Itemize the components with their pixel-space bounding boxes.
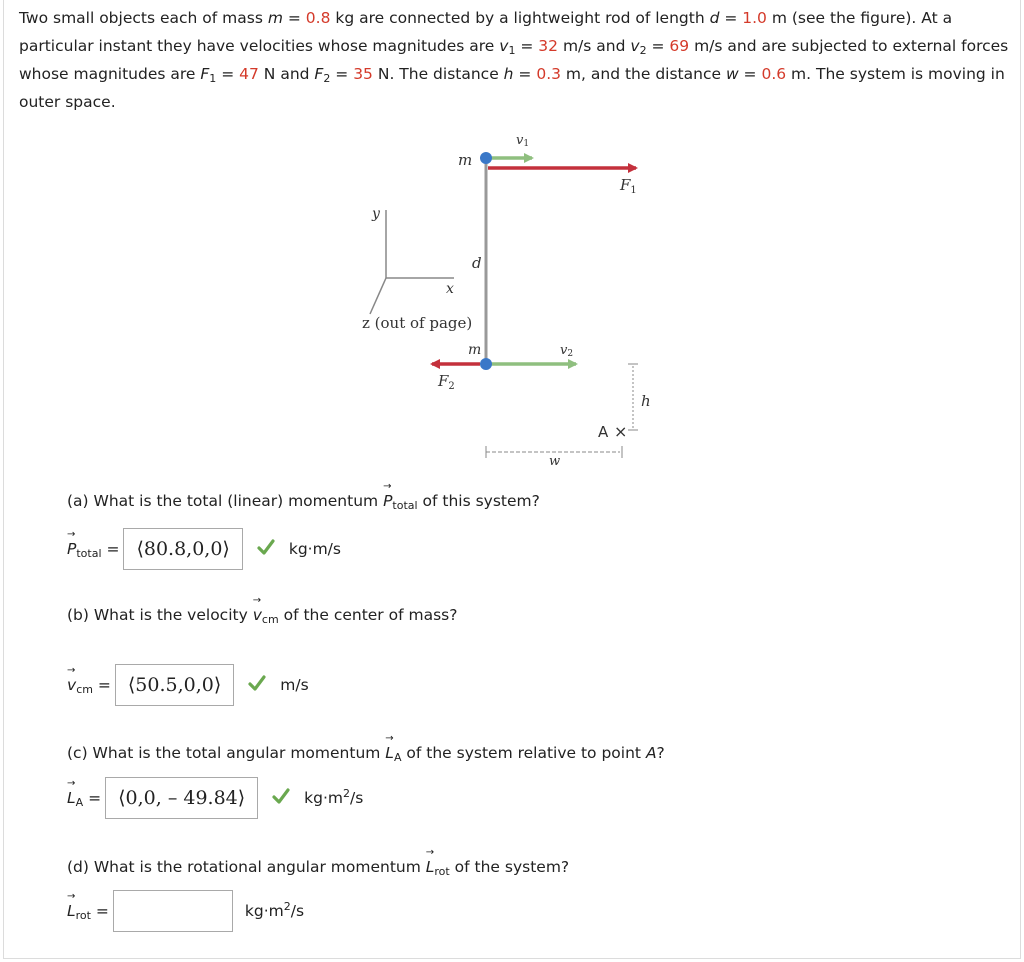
bottom-mass <box>480 358 492 370</box>
problem-statement: Two small objects each of mass m = 0.8 kg are connected by a lightweight rod of length d = 1.0 m (see the figure). At a particular instant they have velocities whose magnitudes are $v_1 = 32$ m/s and $v_2 = 69$ m/s and are subjected to external forces whose magnitudes are $F_1 = 47$ N and $F_2 = 35$ N. The distance h = 0.3 m, and the distance w = 0.6 m. The system is moving in outer space. <box>19 9 1009 111</box>
point-a-marker: × <box>614 422 628 441</box>
label-x: x <box>446 281 454 297</box>
answer-input-d[interactable] <box>113 890 233 932</box>
label-y: y <box>372 206 380 222</box>
length-value: 1.0 <box>742 9 767 27</box>
answer-row-d <box>67 890 304 932</box>
question-d: (d) What is the rotational angular momentum → $L_{rot}$ of the system? <box>67 858 569 876</box>
z-axis <box>370 278 386 314</box>
answer-label-c: → $L_A$ = <box>67 789 101 807</box>
unit-d: $kg\cdot m^2/s$ <box>244 900 305 920</box>
answer-row-b <box>67 664 309 706</box>
unit-c: $kg\cdot m^2/s$ <box>304 787 364 807</box>
unit-b: m/s <box>280 676 309 694</box>
label-f2: $F_2$ <box>438 372 455 392</box>
answer-input-c[interactable]: ⟨0,0, – 49.84⟩ <box>105 777 258 819</box>
label-v2: v2 <box>560 343 574 359</box>
label-m-top: m <box>458 151 473 169</box>
f1-value: 47 <box>239 65 259 83</box>
check-icon <box>257 539 275 559</box>
top-mass <box>480 152 492 164</box>
answer-label-a: → $P_{total}$ = <box>67 540 119 558</box>
answer-label-b: → $v_{cm}$ = <box>67 676 111 694</box>
v2-value: 69 <box>669 37 690 55</box>
unit-a: kg·m/s <box>288 540 341 558</box>
answer-row-a <box>67 528 341 570</box>
physics-figure <box>350 128 670 468</box>
answer-row-c <box>67 777 363 819</box>
answer-input-b[interactable]: ⟨50.5,0,0⟩ <box>115 664 234 706</box>
check-icon <box>272 788 290 808</box>
label-m-bottom: m <box>468 342 482 358</box>
label-w: w <box>549 454 561 468</box>
w-value: 0.6 <box>761 65 787 83</box>
v1-value: 32 <box>538 37 559 55</box>
label-f1: $F_1$ <box>620 176 637 196</box>
label-d: d <box>472 254 482 272</box>
check-icon <box>248 675 266 695</box>
label-z-axis: z (out of page) <box>362 314 473 332</box>
answer-label-d: → $L_{rot}$ = <box>67 902 109 920</box>
mass-value: 0.8 <box>305 9 331 27</box>
h-value: 0.3 <box>536 65 561 83</box>
answer-input-a[interactable]: ⟨80.8,0,0⟩ <box>123 528 242 570</box>
question-c: (c) What is the total angular momentum → $L_A$ of the system relative to point A? <box>67 744 665 762</box>
label-point-a: A <box>598 423 609 441</box>
question-a: (a) What is the total (linear) momentum → $P_{total}$ of this system? <box>67 492 540 510</box>
question-b: (b) What is the velocity → $v_{cm}$ of the center of mass? <box>67 606 457 624</box>
label-h: h <box>641 392 651 410</box>
f2-value: 35 <box>353 65 373 83</box>
label-v1: v1 <box>516 133 530 149</box>
